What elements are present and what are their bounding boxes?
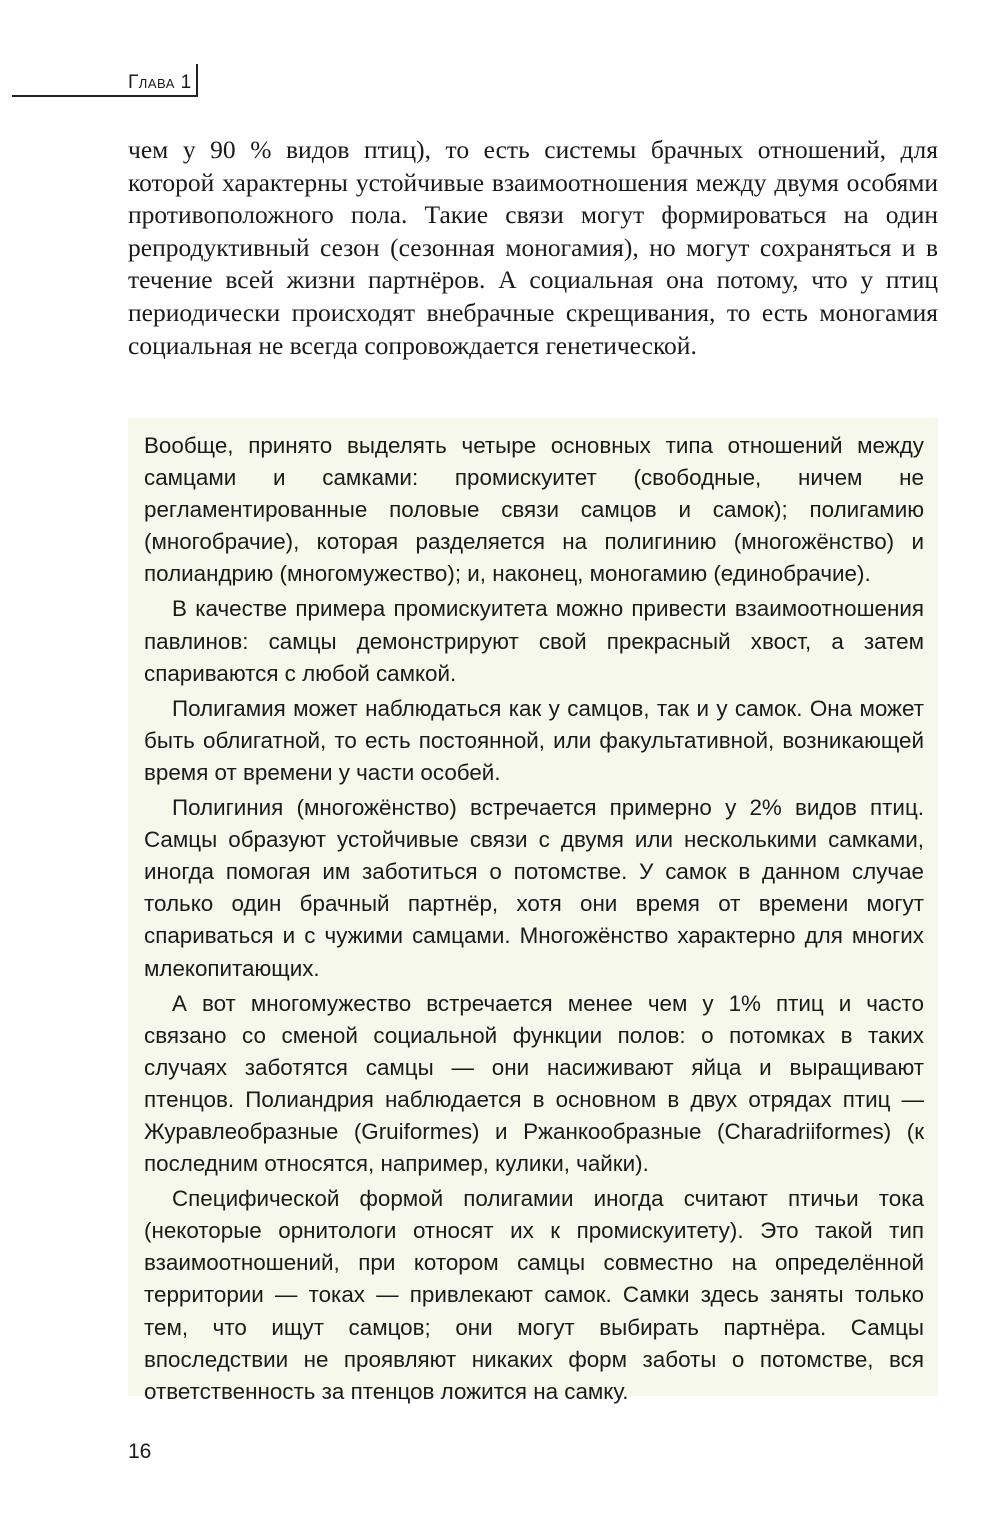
sidebar-paragraph: Полигамия может наблюдаться как у самцов, так и у самок. Она может быть облигатной, то есть постоянной, или факультативной, возникающей время от времени у части особей. xyxy=(144,695,924,785)
sidebar-paragraph: А вот многомужество встречается менее чем у 1% птиц и часто связано со сменой социальной функции полов: о потомках в таких случаях заботятся самцы — они насиживают яйца и выращивают птенцов. Полиандрия наблюдается в основном в двух отрядах птиц — Журавлеобразные (Gruiformes) и Ржанкообразные (Charadriiformes) (к последним относятся, например, кулики, чайки). xyxy=(144,990,924,1177)
sidebar-paragraph: Специфической формой полигамии иногда считают птичьи тока (некоторые орнитологи относят их к промискуитету). Это такой тип взаимоотношений, при котором самцы совместно на определённой территории — токах — привлекают самок. Самки здесь заняты только тем, что ищут самцов; они могут выбирать партнёра. Самцы впоследствии не проявляют никаких форм заботы о потомстве, вся ответственность за птенцов ложится на самку. xyxy=(144,1186,924,1404)
sidebar-box xyxy=(128,418,938,1404)
sidebar-paragraph: В качестве примера промискуитета можно привести взаимоотношения павлинов: самцы демонстрируют свой прекрасный хвост, а затем спариваются с любой самкой. xyxy=(144,596,924,686)
header-rule-tick xyxy=(196,64,198,97)
page-number: 16 xyxy=(128,1440,152,1463)
sidebar-paragraph: Полигиния (многожёнство) встречается примерно у 2% видов птиц. Самцы образуют устойчивые связи с двумя или несколькими самками, иногда помогая им заботиться о потомстве. У самок в данном случае только один брачный партнёр, хотя они время от времени могут спариваться и с чужими самцами. Многожёнство характерно для многих млекопитающих. xyxy=(144,795,924,981)
sidebar-paragraph: Вообще, принято выделять четыре основных типа отношений между самцами и самками: промискуитет (свободные, ничем не регламентированные половые связи самцов и самок); полигамию (многобрачие), которая разделяется на полигинию (многожёнство) и полиандрию (многомужество); и, наконец, моногамию (единобрачие). xyxy=(144,433,924,587)
chapter-header: Глава 1 xyxy=(128,72,192,93)
main-text xyxy=(128,134,938,362)
main-paragraph: чем у 90 % видов птиц), то есть системы брачных отношений, для которой характерны устойчивые взаимоотношения между двумя особями противоположного пола. Такие связи могут формироваться на один репродуктивный сезон (сезонная моногамия), но могут сохраняться и в течение всей жизни партнёров. А социальная она потому, что у птиц периодически происходят внебрачные скрещивания, то есть моногамия социальная не всегда сопровождается генетической. xyxy=(128,135,938,360)
header-rule xyxy=(12,95,198,97)
